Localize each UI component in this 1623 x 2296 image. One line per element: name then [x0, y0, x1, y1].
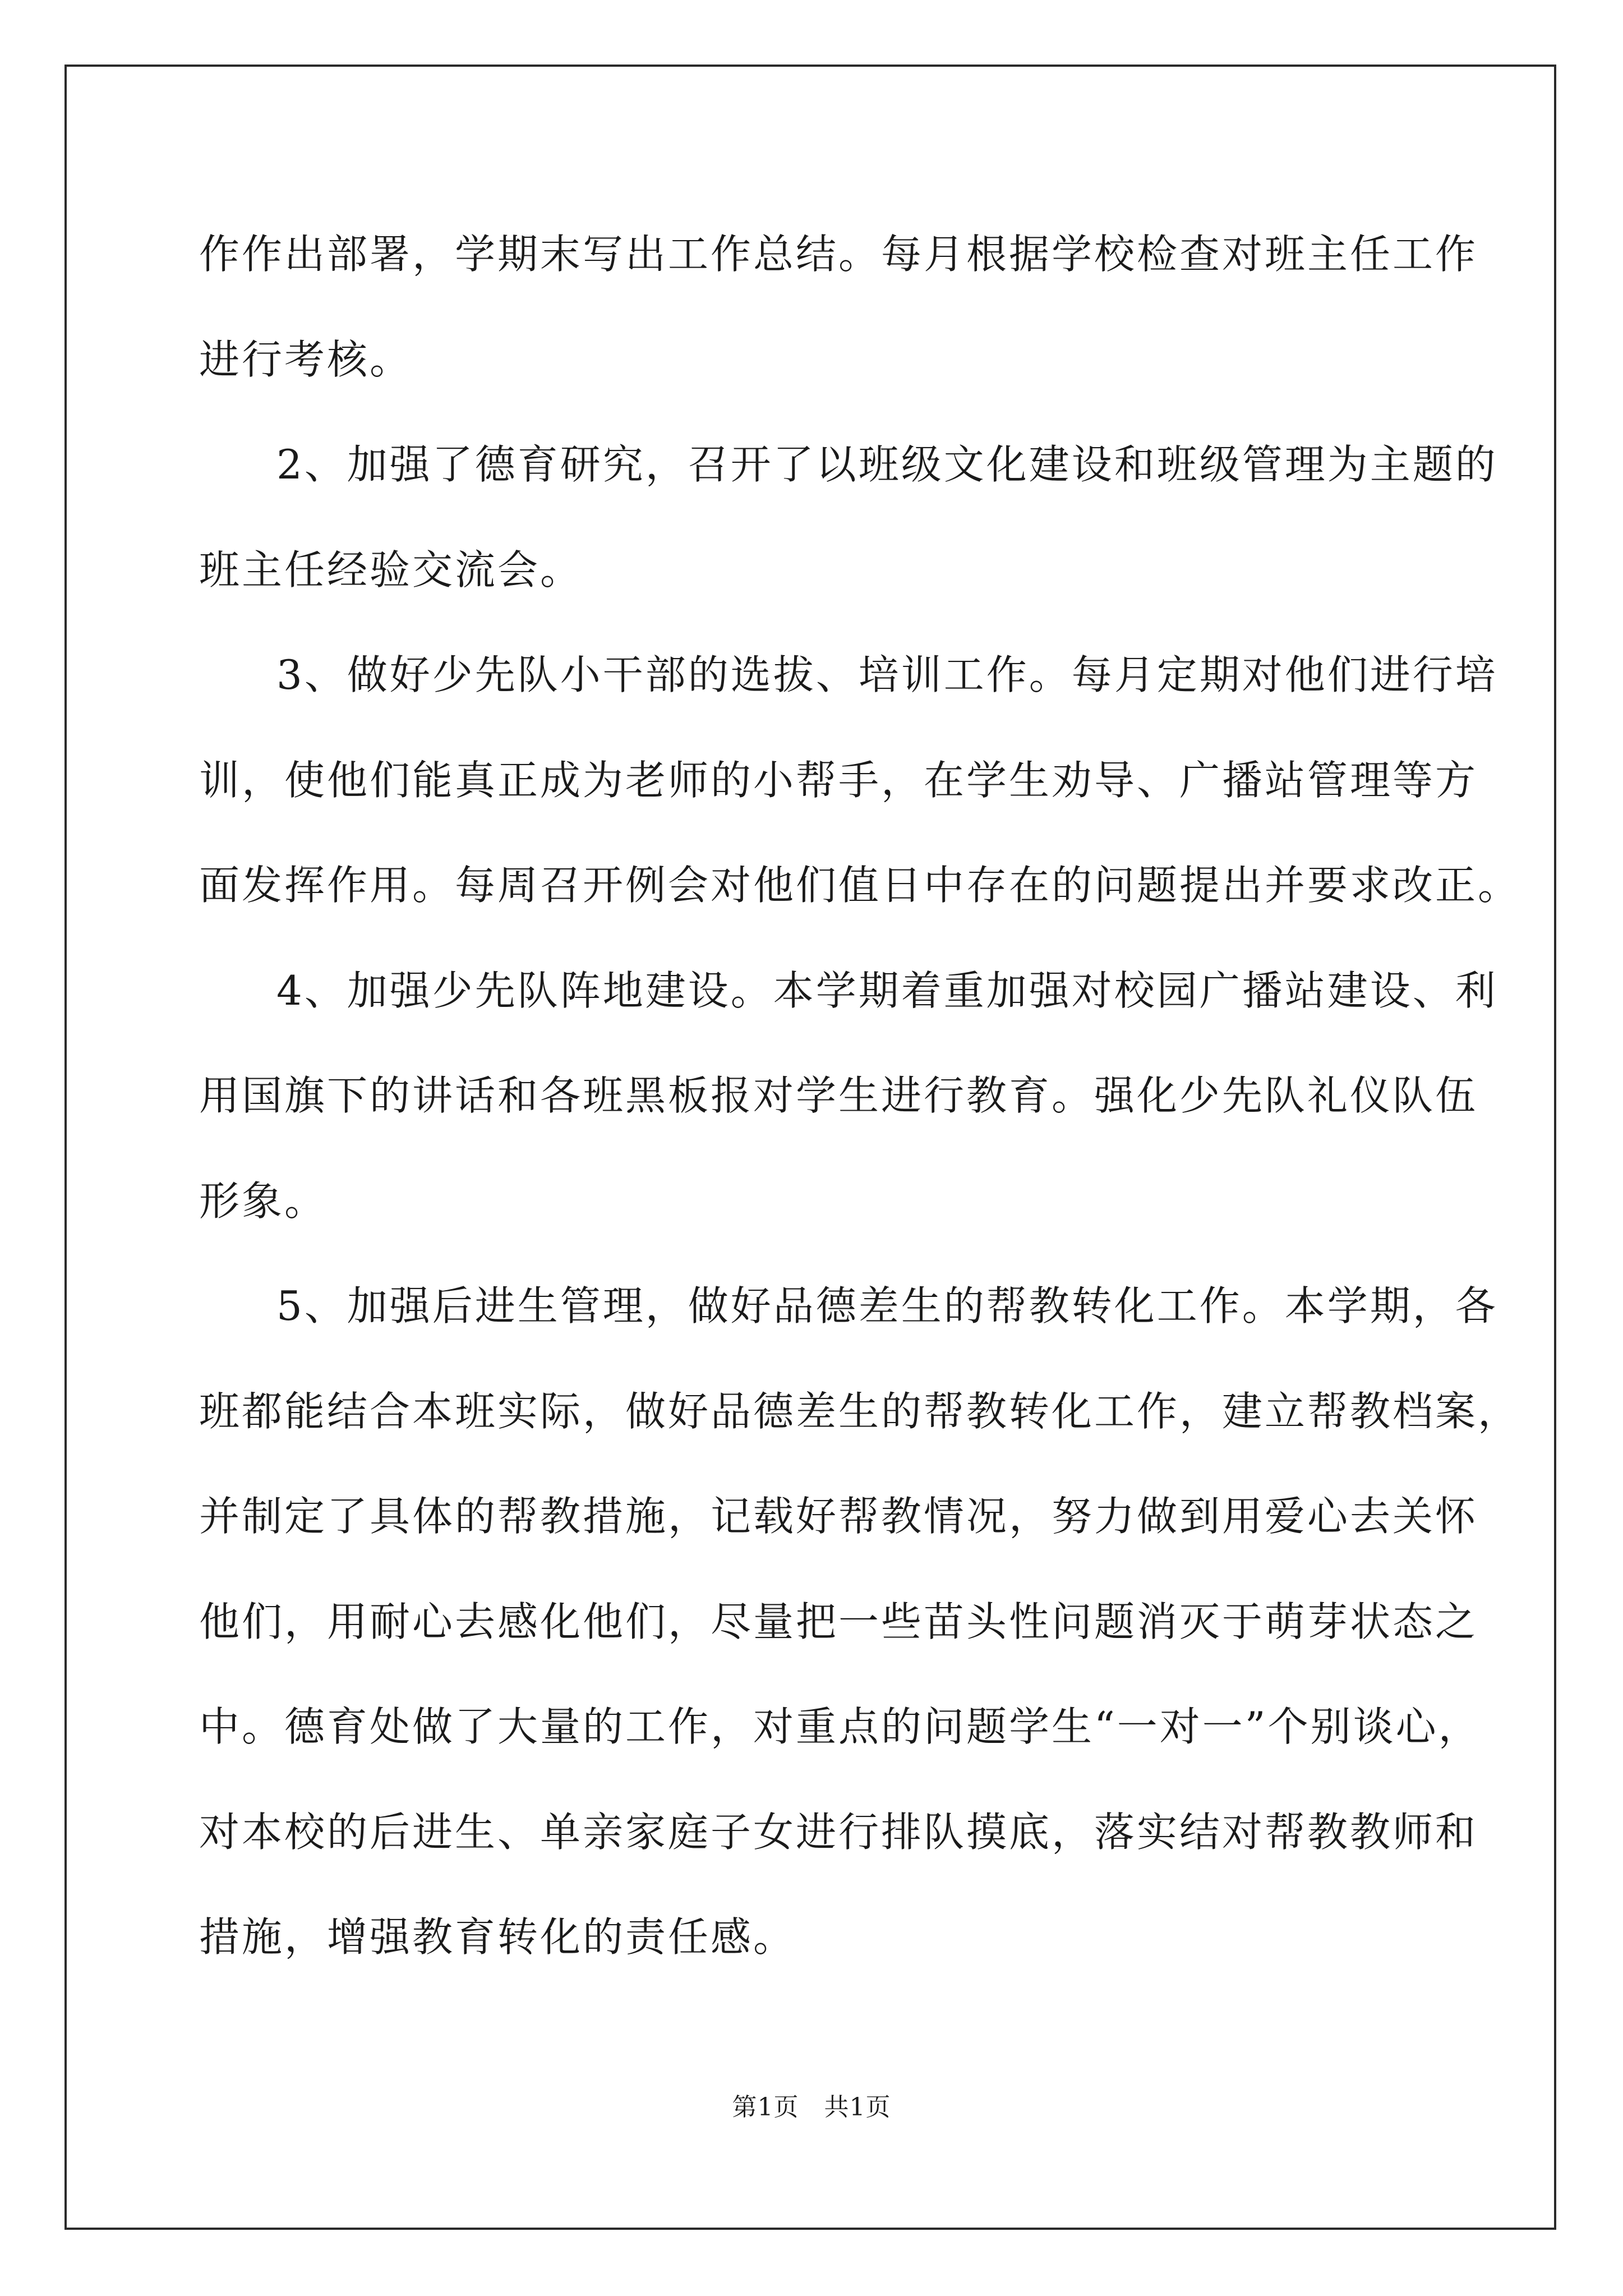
document-body — [199, 202, 1521, 1990]
page-number: 第1页 共1页 — [732, 2093, 891, 2122]
text-line: 班都能结合本班实际，做好品德差生的帮教转化工作，建立帮教档案， — [199, 1387, 1521, 1435]
text-line: 中。德育处做了大量的工作，对重点的问题学生“一对一”个别谈心， — [199, 1703, 1481, 1750]
paragraph — [199, 1254, 1521, 1990]
text-line: 并制定了具体的帮教措施，记载好帮教情况，努力做到用爱心去关怀 — [199, 1493, 1478, 1540]
text-line: 5、加强后进生管理，做好品德差生的帮教转化工作。本学期，各 — [276, 1282, 1498, 1329]
text-line: 进行考核。 — [199, 335, 413, 383]
paragraph — [199, 202, 1478, 412]
text-line: 班主任经验交流会。 — [199, 546, 583, 593]
text-line: 他们，用耐心去感化他们，尽量把一些苗头性问题消灭于萌芽状态之 — [199, 1598, 1478, 1645]
paragraph — [199, 938, 1498, 1254]
text-line: 对本校的后进生、单亲家庭子女进行排队摸底，落实结对帮教教师和 — [199, 1808, 1478, 1856]
text-line: 4、加强少先队阵地建设。本学期着重加强对校园广播站建设、利 — [276, 967, 1498, 1014]
text-line: 用国旗下的讲话和各班黑板报对学生进行教育。强化少先队礼仪队伍 — [199, 1072, 1478, 1119]
paragraph — [199, 623, 1521, 938]
text-line: 作作出部署，学期末写出工作总结。每月根据学校检查对班主任工作 — [199, 231, 1478, 278]
text-line: 措施，增强教育转化的责任感。 — [199, 1913, 796, 1961]
text-line: 2、加强了德育研究，召开了以班级文化建设和班级管理为主题的 — [276, 441, 1498, 488]
text-line: 形象。 — [199, 1177, 328, 1225]
paragraph — [199, 412, 1498, 623]
text-line: 训，使他们能真正成为老师的小帮手，在学生劝导、广播站管理等方 — [199, 756, 1478, 804]
text-line: 面发挥作用。每周召开例会对他们值日中存在的问题提出并要求改正。 — [199, 862, 1521, 909]
text-line: 3、做好少先队小干部的选拔、培训工作。每月定期对他们进行培 — [276, 651, 1498, 698]
